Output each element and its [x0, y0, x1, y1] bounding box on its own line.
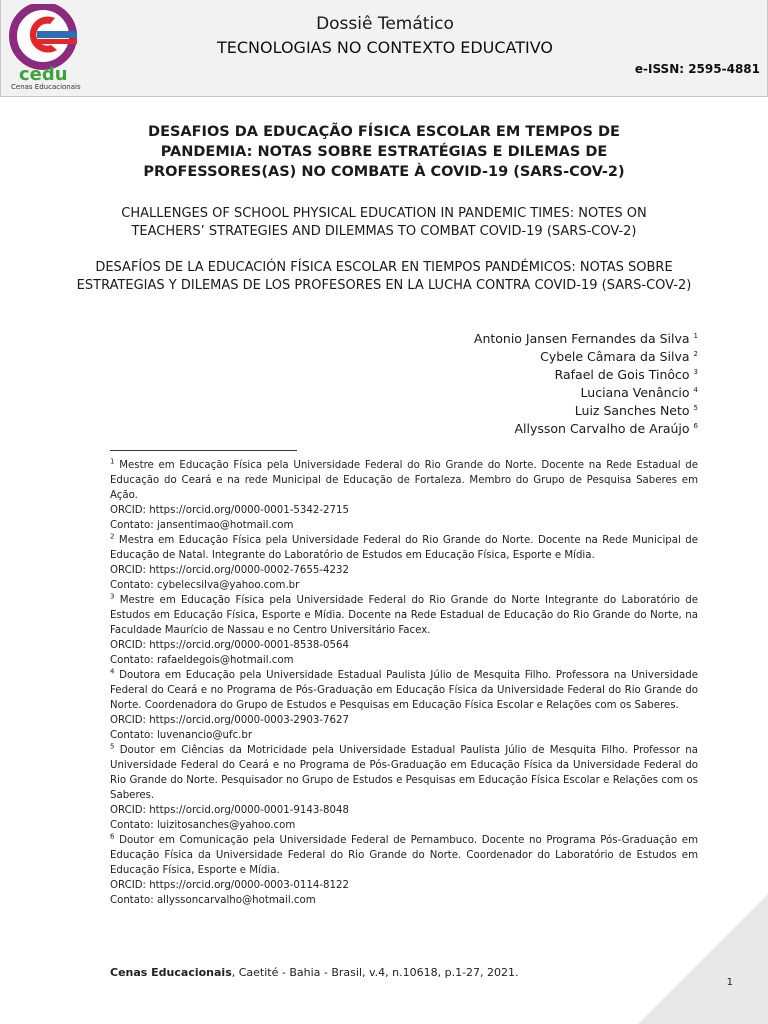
page-number: 1 [726, 977, 733, 988]
footnote-mark: 1 [110, 457, 115, 466]
author-name [474, 366, 698, 384]
author-name [474, 402, 698, 420]
author-name-text: Luiz Sanches Neto [574, 403, 690, 418]
footnote-orcid-link[interactable]: ORCID: https://orcid.org/0000-0003-0114-8122 [110, 880, 349, 891]
article-title-spanish: DESAFÍOS DE LA EDUCACIÓN FÍSICA ESCOLAR EN TIEMPOS PANDÉMICOS: NOTAS SOBRE ESTRATEGIAS Y DILEMAS DE LOS PROFESORES EN LA LUCHA CONTRA COVID-19 (SARS-COV-2) [76, 260, 692, 293]
footnote-contact: Contato: luvenancio@ufc.br [110, 730, 253, 741]
author-footnote-mark: 2 [693, 349, 698, 358]
article-title-portuguese: DESAFIOS DA EDUCAÇÃO FÍSICA ESCOLAR EM TEMPOS DE PANDEMIA: NOTAS SOBRE ESTRATÉGIAS E DILEMAS DE PROFESSORES(AS) NO COMBATE À COVID-19 (SARS-COV-2) [143, 124, 625, 180]
author-name-text: Rafael de Gois Tinôco [554, 367, 690, 382]
page-fold-corner [638, 894, 768, 1024]
footnote-mark: 6 [110, 832, 115, 841]
footnote-mark: 5 [110, 742, 115, 751]
journal-header [0, 0, 768, 97]
footnote-contact: Contato: cybelecsilva@yahoo.com.br [110, 580, 300, 591]
footnote [110, 743, 698, 833]
author-footnote-mark: 4 [693, 385, 698, 394]
footnote-mark: 3 [110, 592, 115, 601]
author-name [474, 384, 698, 402]
author-footnote-mark: 6 [693, 421, 698, 430]
footnote [110, 668, 698, 743]
footnote-body: Mestra em Educação Física pela Universidade Federal do Rio Grande do Norte. Docente na Rede Municipal de Educação de Natal. Integrante do Laboratório de Estudos em Educação Física, Esporte e Mídia. [110, 535, 698, 561]
author-name [474, 330, 698, 348]
journal-name: Cenas Educacionais [110, 966, 232, 979]
logo-subtitle: Cenas Educacionais [11, 83, 81, 91]
footnote-contact: Contato: luizitosanches@yahoo.com [110, 820, 296, 831]
footnote-body: Doutor em Ciências da Motricidade pela Universidade Estadual Paulista Júlio de Mesquita Filho. Professor na Universidade Federal do Ceará e no Programa de Pós-Graduação em Educação Física da Universidade Federal do Rio Grande do Norte. Pesquisador no Grupo de Estudos e Pesquisas em Educação Física Escolar e Relações com os Saberes. [110, 745, 698, 801]
logo-text: cedu [19, 64, 68, 84]
footnote-mark: 2 [110, 532, 115, 541]
footnote-body: Mestre em Educação Física pela Universidade Federal do Rio Grande do Norte Integrante do Laboratório de Estudos em Educação Física, Esporte e Mídia. Docente na Rede Estadual de Educação do Rio Grande do Norte, na Faculdade Maurício de Nassau e no Centro Universitário Facex. [110, 595, 698, 636]
footnote-orcid-link[interactable]: ORCID: https://orcid.org/0000-0003-2903-7627 [110, 715, 349, 726]
author-footnote-mark: 5 [693, 403, 698, 412]
footnote-mark: 4 [110, 667, 115, 676]
footnote-text [110, 668, 698, 713]
dossier-kicker: Dossiê Temático [316, 14, 454, 34]
footnote-body: Doutor em Comunicação pela Universidade Federal de Pernambuco. Docente no Programa Pós-Graduação em Educação Física da Universidade Federal do Rio Grande do Norte. Coordenador do Laboratório de Estudos em Educação Física, Esporte e Mídia. [110, 835, 698, 876]
footnote [110, 833, 698, 908]
footnote-body: Mestre em Educação Física pela Universidade Federal do Rio Grande do Norte. Docente na Rede Estadual de Educação do Ceará e na rede Municipal de Educação de Fortaleza. Membro do Grupo de Pesquisa Saberes em Ação. [110, 460, 698, 501]
author-footnote-mark: 1 [693, 331, 698, 340]
footnote [110, 593, 698, 668]
footnote-orcid-link[interactable]: ORCID: https://orcid.org/0000-0001-9143-8048 [110, 805, 349, 816]
author-name [474, 348, 698, 366]
footnote-orcid-link[interactable]: ORCID: https://orcid.org/0000-0002-7655-4232 [110, 565, 349, 576]
footnote-contact: Contato: rafaeldegois@hotmail.com [110, 655, 294, 666]
footnote-text [110, 533, 698, 563]
footnote-orcid-link[interactable]: ORCID: https://orcid.org/0000-0001-5342-2715 [110, 505, 349, 516]
footnote [110, 533, 698, 593]
footnote-text [110, 833, 698, 878]
footnote-text [110, 743, 698, 803]
footnote-divider [110, 450, 297, 451]
footnote-contact: Contato: jansentimao@hotmail.com [110, 520, 294, 531]
citation-footer [110, 966, 519, 979]
issn-label: e-ISSN: 2595-4881 [634, 62, 760, 76]
footnote-contact: Contato: allyssoncarvalho@hotmail.com [110, 895, 316, 906]
citation-details: , Caetité - Bahia - Brasil, v.4, n.10618, p.1-27, 2021. [231, 966, 519, 979]
author-list [474, 330, 698, 438]
footnote-orcid-link[interactable]: ORCID: https://orcid.org/0000-0001-8538-0564 [110, 640, 349, 651]
dossier-title: TECNOLOGIAS NO CONTEXTO EDUCATIVO [216, 38, 554, 57]
footnote-text [110, 458, 698, 503]
author-name-text: Luciana Venâncio [580, 385, 690, 400]
footnotes [110, 458, 698, 908]
author-name-text: Antonio Jansen Fernandes da Silva [473, 331, 690, 346]
author-name [474, 420, 698, 438]
footnote [110, 458, 698, 533]
article-title-english: CHALLENGES OF SCHOOL PHYSICAL EDUCATION IN PANDEMIC TIMES: NOTES ON TEACHERS’ STRATEGIES AND DILEMMAS TO COMBAT COVID-19 (SARS-COV-2) [121, 206, 647, 239]
footnote-body: Doutora em Educação pela Universidade Estadual Paulista Júlio de Mesquita Filho. Professora na Universidade Federal do Ceará e no Programa de Pós-Graduação em Educação Física da Universidade Federal do Rio Grande do Norte. Coordenadora do Grupo de Estudos e Pesquisas em Educação Física Escolar e Relações com os Saberes. [110, 670, 698, 711]
author-footnote-mark: 3 [693, 367, 698, 376]
footnote-text [110, 593, 698, 638]
author-name-text: Allysson Carvalho de Araújo [514, 421, 690, 436]
author-name-text: Cybele Câmara da Silva [540, 349, 690, 364]
